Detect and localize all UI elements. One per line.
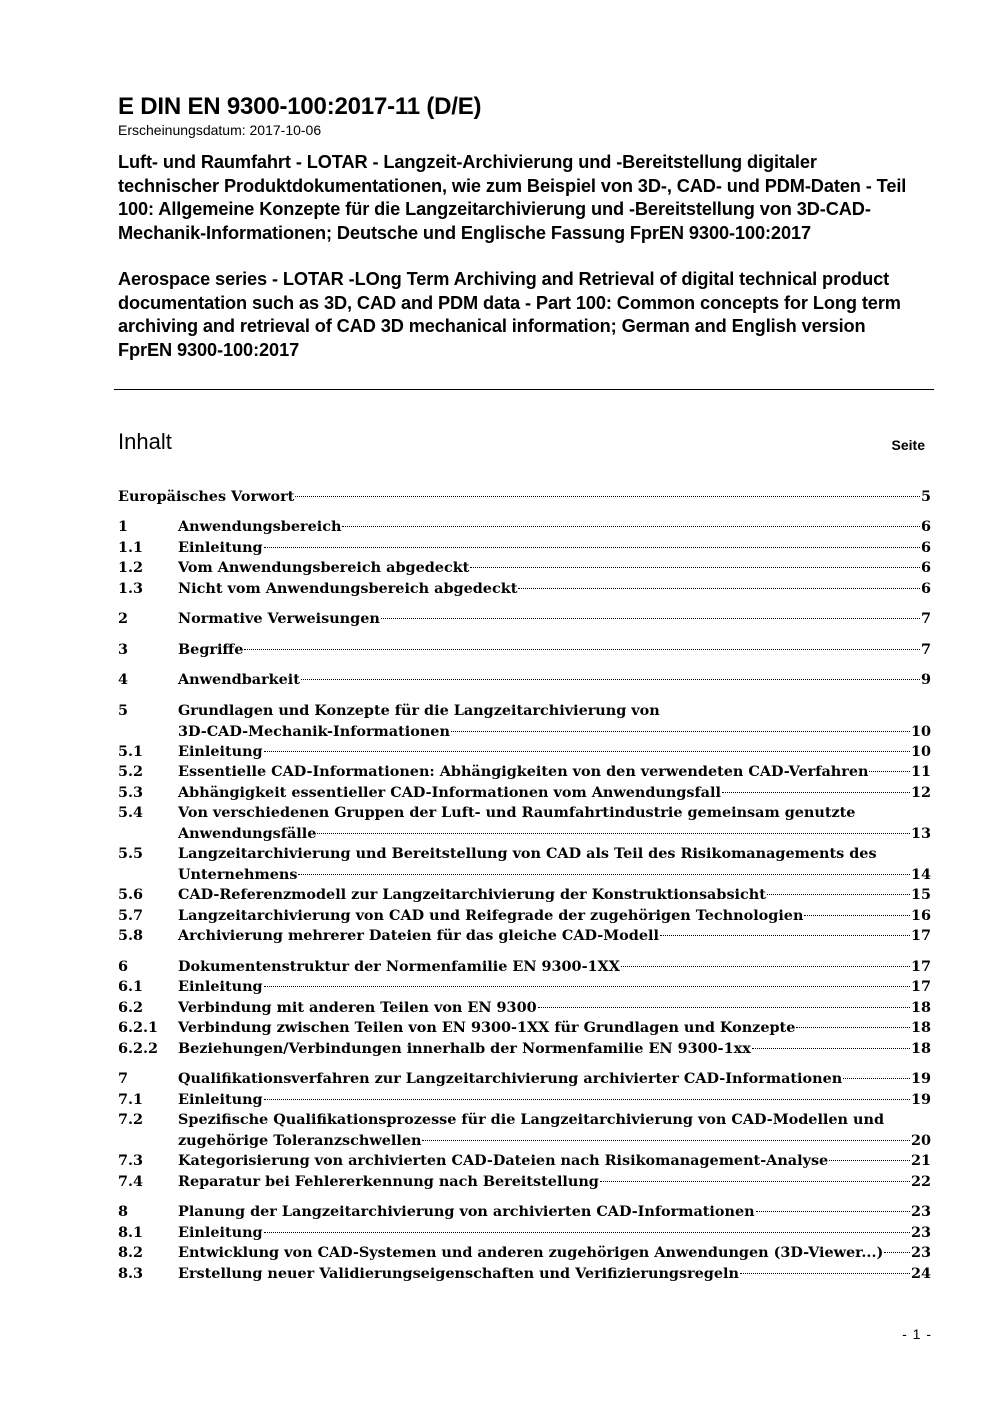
toc-dot-leader bbox=[264, 751, 910, 752]
toc-entry-page: 10 bbox=[910, 743, 931, 760]
toc-entry-title: Erstellung neuer Validierungseigenschaften und Verifizierungsregeln bbox=[178, 1265, 739, 1282]
toc-entry-page: 19 bbox=[910, 1091, 931, 1108]
toc-entry-page: 15 bbox=[910, 886, 931, 903]
toc-entry-page: 6 bbox=[920, 518, 931, 535]
toc-entry-title: 3D-CAD-Mechanik-Informationen bbox=[178, 722, 450, 740]
toc-dot-leader bbox=[600, 1181, 910, 1182]
title-german: Luft- und Raumfahrt - LOTAR - Langzeit-Archivierung und -Bereitstellung digitaler technischer Produktdokumentationen, wie zum Beispiel von 3D-, CAD- und PDM-Daten - Teil 100: Allgemeine Konzepte für die Langzeitarchivierung und -Bereitstellung von 3D-CAD-Mechanik-Informationen; Deutsche und Englische Fassung FprEN 9300-100:2017 bbox=[118, 152, 907, 243]
toc-entry-page: 6 bbox=[920, 580, 931, 597]
toc-entry-page: 6 bbox=[920, 539, 931, 556]
toc-dot-leader bbox=[451, 731, 910, 732]
toc-dot-leader bbox=[756, 1211, 910, 1212]
document-id: E DIN EN 9300-100:2017-11 (D/E) bbox=[118, 93, 482, 120]
toc-entry-number: 4 bbox=[118, 671, 129, 688]
toc-entry-number: 5.2 bbox=[118, 763, 144, 780]
toc-entry-title: Dokumentenstruktur der Normenfamilie EN 9300-1XX bbox=[178, 958, 620, 975]
toc-entry-title: Planung der Langzeitarchivierung von archivierten CAD-Informationen bbox=[178, 1203, 755, 1220]
toc-entry-title: Entwicklung von CAD-Systemen und anderen zugehörigen Anwendungen (3D-Viewer...) bbox=[178, 1244, 884, 1261]
toc-entry-title: Qualifikationsverfahren zur Langzeitarchivierung archivierter CAD-Informationen bbox=[178, 1070, 843, 1087]
toc-entry-page: 5 bbox=[920, 488, 931, 505]
toc-dot-leader bbox=[518, 588, 920, 589]
toc-entry-number: 6 bbox=[118, 958, 129, 975]
toc-entry-number: 8 bbox=[118, 1203, 129, 1220]
toc-page-label: Seite bbox=[891, 437, 925, 453]
toc-dot-leader bbox=[298, 874, 910, 875]
toc-entry-title: Verbindung zwischen Teilen von EN 9300-1XX für Grundlagen und Konzepte bbox=[178, 1019, 796, 1036]
toc-entry-title: Unternehmens bbox=[178, 865, 298, 883]
toc-entry-title: Anwendbarkeit bbox=[178, 671, 300, 688]
toc-dot-leader bbox=[342, 526, 920, 527]
toc-entry-number: 7.3 bbox=[118, 1152, 144, 1169]
toc-entry-title: Einleitung bbox=[178, 539, 263, 556]
toc-entry-title: Grundlagen und Konzepte für die Langzeitarchivierung von bbox=[178, 702, 660, 719]
toc-entry-title: Einleitung bbox=[178, 978, 263, 995]
toc-entry-number: 1.2 bbox=[118, 559, 144, 576]
toc-dot-leader bbox=[301, 679, 920, 680]
toc-entry-number: 7.1 bbox=[118, 1091, 144, 1108]
toc-dot-leader bbox=[869, 771, 910, 772]
toc-entry-title: Einleitung bbox=[178, 1224, 263, 1241]
toc-entry-page: 10 bbox=[910, 722, 931, 740]
toc-entry-page: 12 bbox=[910, 784, 931, 801]
toc-entry-page: 18 bbox=[910, 999, 931, 1016]
toc-entry-page: 18 bbox=[910, 1019, 931, 1036]
toc-dot-leader bbox=[538, 1007, 910, 1008]
toc-entry-title: Archivierung mehrerer Dateien für das gleiche CAD-Modell bbox=[178, 927, 659, 944]
toc-heading: Inhalt bbox=[118, 429, 172, 454]
toc-entry-page: 21 bbox=[910, 1152, 931, 1169]
toc-entry-number: 5.6 bbox=[118, 886, 144, 903]
toc-entry-number: 2 bbox=[118, 610, 129, 627]
toc-dot-leader bbox=[381, 618, 920, 619]
toc-dot-leader bbox=[752, 1048, 910, 1049]
toc-entry-number: 7.4 bbox=[118, 1173, 144, 1190]
toc-entry-title: Verbindung mit anderen Teilen von EN 9300 bbox=[178, 999, 537, 1016]
toc-dot-leader bbox=[244, 649, 920, 650]
toc-dot-leader bbox=[660, 935, 910, 936]
toc-entry-page: 17 bbox=[910, 958, 931, 975]
toc-entry-page: 23 bbox=[910, 1203, 931, 1220]
toc-entry-title: Normative Verweisungen bbox=[178, 610, 380, 627]
toc-entry-title: Von verschiedenen Gruppen der Luft- und Raumfahrtindustrie gemeinsam genutzte bbox=[178, 804, 856, 821]
toc-entry-title: Europäisches Vorwort bbox=[118, 488, 295, 505]
toc-entry-title: Einleitung bbox=[178, 743, 263, 760]
title-english: Aerospace series - LOTAR -LOng Term Archiving and Retrieval of digital technical product documentation such as 3D, CAD and PDM data - Part 100: Common concepts for Long term archiving and retrieval of CAD 3D mechanical information; German and English version FprEN 9300-100:2017 bbox=[118, 269, 901, 360]
toc-entry-page: 16 bbox=[910, 907, 931, 924]
toc-entry-title: Langzeitarchivierung und Bereitstellung von CAD als Teil des Risikomanagements des bbox=[178, 845, 877, 862]
toc-entry-number: 7.2 bbox=[118, 1111, 144, 1128]
toc-entry-number: 6.2.1 bbox=[118, 1019, 159, 1036]
toc-entry-title: Einleitung bbox=[178, 1091, 263, 1108]
toc-entry-number: 5.8 bbox=[118, 927, 144, 944]
toc-entry-number: 6.2.2 bbox=[118, 1040, 159, 1057]
toc-entry-page: 24 bbox=[910, 1265, 931, 1282]
toc-entry-number: 1 bbox=[118, 518, 129, 535]
toc-entry-number: 1.1 bbox=[118, 539, 144, 556]
toc-dot-leader bbox=[295, 496, 920, 497]
toc-entry-title: Langzeitarchivierung von CAD und Reifegrade der zugehörigen Technologien bbox=[178, 907, 804, 924]
toc-entry-title: Abhängigkeit essentieller CAD-Informationen vom Anwendungsfall bbox=[178, 784, 721, 801]
toc-dot-leader bbox=[829, 1160, 910, 1161]
toc-entry-page: 18 bbox=[910, 1040, 931, 1057]
toc-entry-page: 13 bbox=[910, 824, 931, 842]
document-header bbox=[118, 93, 908, 362]
toc-dot-leader bbox=[317, 833, 910, 834]
toc-entry-title: Nicht vom Anwendungsbereich abgedeckt bbox=[178, 580, 518, 597]
toc-entry-page: 7 bbox=[920, 641, 931, 658]
toc-dot-leader bbox=[470, 567, 920, 568]
toc-entry-title: zugehörige Toleranzschwellen bbox=[178, 1131, 422, 1149]
toc-dot-leader bbox=[264, 547, 920, 548]
toc-dot-leader bbox=[722, 792, 910, 793]
toc-dot-leader bbox=[767, 894, 910, 895]
toc-entry-page: 11 bbox=[910, 763, 931, 780]
toc-entry-title: Beziehungen/Verbindungen innerhalb der Normenfamilie EN 9300-1xx bbox=[178, 1040, 751, 1057]
toc-dot-leader bbox=[264, 1099, 910, 1100]
toc-entry-page: 14 bbox=[910, 865, 931, 883]
toc-dot-leader bbox=[796, 1027, 910, 1028]
toc-entry-title: Begriffe bbox=[178, 641, 244, 658]
toc-entry-title: Vom Anwendungsbereich abgedeckt bbox=[178, 559, 470, 576]
toc-entry-number: 5.7 bbox=[118, 907, 144, 924]
toc-entry-page: 22 bbox=[910, 1173, 931, 1190]
toc-dot-leader bbox=[804, 915, 910, 916]
toc-dot-leader bbox=[740, 1273, 910, 1274]
toc-entry-title: Anwendungsfälle bbox=[178, 824, 317, 842]
toc-entry-title: Kategorisierung von archivierten CAD-Dateien nach Risikomanagement-Analyse bbox=[178, 1152, 829, 1169]
toc-entry-page: 17 bbox=[910, 927, 931, 944]
toc-entry-page: 6 bbox=[920, 559, 931, 576]
toc-dot-leader bbox=[264, 986, 910, 987]
toc-entry-page: 23 bbox=[910, 1224, 931, 1241]
toc-entry-number: 6.1 bbox=[118, 978, 144, 995]
toc-entry-title: CAD-Referenzmodell zur Langzeitarchivierung der Konstruktionsabsicht bbox=[178, 886, 766, 903]
toc-entry-number: 5.3 bbox=[118, 784, 144, 801]
toc-entry-title: Spezifische Qualifikationsprozesse für die Langzeitarchivierung von CAD-Modellen und bbox=[178, 1111, 885, 1128]
toc-entry-page: 9 bbox=[920, 671, 931, 688]
toc-entry-number: 7 bbox=[118, 1070, 129, 1087]
toc-entry-page: 17 bbox=[910, 978, 931, 995]
toc-entry-page: 7 bbox=[920, 610, 931, 627]
page-number: - 1 - bbox=[902, 1326, 932, 1342]
toc-entry-page: 23 bbox=[910, 1244, 931, 1261]
toc-dot-leader bbox=[884, 1252, 910, 1253]
toc-entry-number: 8.2 bbox=[118, 1244, 144, 1261]
toc-entry-number: 5 bbox=[118, 702, 129, 719]
toc-entry-title: Reparatur bei Fehlererkennung nach Bereitstellung bbox=[178, 1173, 599, 1190]
toc-entry-title: Essentielle CAD-Informationen: Abhängigkeiten von den verwendeten CAD-Verfahren bbox=[178, 763, 869, 780]
toc-entry-number: 6.2 bbox=[118, 999, 144, 1016]
toc-entry-page: 20 bbox=[910, 1131, 931, 1149]
toc-dot-leader bbox=[264, 1232, 910, 1233]
toc-entry-title: Anwendungsbereich bbox=[178, 518, 342, 535]
toc-dot-leader bbox=[621, 966, 910, 967]
toc-entry-number: 8.1 bbox=[118, 1224, 144, 1241]
toc-entry-number: 3 bbox=[118, 641, 129, 658]
publication-date: Erscheinungsdatum: 2017-10-06 bbox=[118, 122, 322, 138]
toc-dot-leader bbox=[843, 1078, 910, 1079]
toc-entry-number: 5.1 bbox=[118, 743, 144, 760]
toc-entry-number: 5.4 bbox=[118, 804, 144, 821]
toc-entry-page: 19 bbox=[910, 1070, 931, 1087]
toc-entry-number: 5.5 bbox=[118, 845, 144, 862]
toc-entry-number: 8.3 bbox=[118, 1265, 144, 1282]
toc-dot-leader bbox=[422, 1140, 910, 1141]
header-divider bbox=[114, 389, 934, 390]
toc-entry-number: 1.3 bbox=[118, 580, 144, 597]
